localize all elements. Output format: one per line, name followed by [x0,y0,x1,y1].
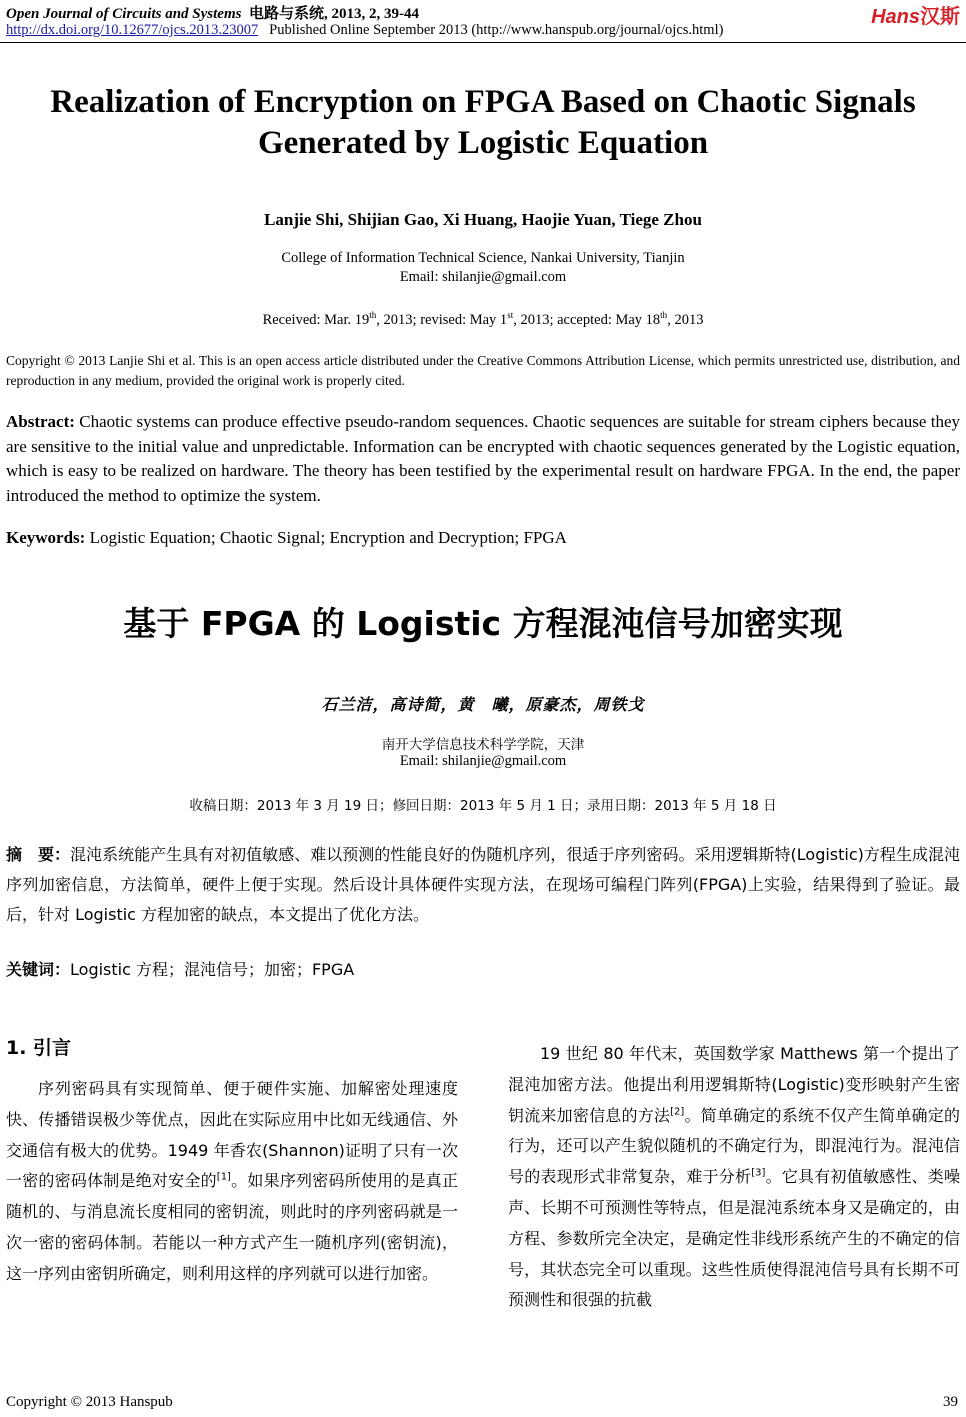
paragraph-text: 。它具有初值敏感性、类噪声、长期不可预测性等特点，但是混沌系统本身又是确定的，由方程、参数所完全决定，是确定性非线形系统产生的不确定的信号，其状态完全可以重现。这些性质使得混沌信号具有长期不可预测性和很强的抗截 [508,1167,960,1310]
keywords-cn [6,957,354,980]
paragraph [508,1039,960,1316]
keywords-cn-label: 关键词： [6,960,71,979]
copyright-notice: Copyright © 2013 Lanjie Shi et al. This is an open access article distributed under the Creative Commons Attribution License, which permits unrestricted use, distribution, and reproduction in any medium, provided the original work is properly cited. [6,353,960,388]
journal-name: Open Journal of Circuits and Systems [6,6,242,22]
abstract-en [6,410,960,508]
accepted-text: , 2013; accepted: May 18 [513,311,661,328]
abstract-label: Abstract: [6,412,75,431]
published-online: Published Online September 2013 (http://www.hanspub.org/journal/ojcs.html) [269,22,724,38]
title-en-line-2: Generated by Logistic Equation [257,125,709,161]
citation-ref[interactable]: [3] [751,1167,766,1179]
body-column-left [6,1074,458,1290]
doi-line [6,22,723,39]
journal-cn-info: 电路与系统, 2013, 2, 39-44 [248,6,419,22]
authors-cn: 石兰洁，高诗简，黄 曦，原豪杰，周铁戈 [321,695,645,714]
logo-latin: Hans [871,6,920,28]
logo-cn: 汉斯 [920,6,960,28]
paper-title-cn: 基于 FPGA 的 Logistic 方程混沌信号加密实现 [123,604,843,643]
paragraph-text: 序列密码具有实现简单、便于硬件实施、加解密处理速度快、传播错误极少等优点，因此在实际应用中比如无线通信、外交通信有极大的优势。1949 年香农(Shannon)证明了只有一次一密的密码体制是绝对安全的 [6,1079,458,1191]
paper-title-en [0,82,966,164]
paragraph-text: 。简单确定的系统不仅产生简单确定的行为，还可以产生貌似随机的不确定行为，即混沌行为。混沌信号的表现形式非常复杂，难于分析 [508,1105,960,1187]
journal-header [6,2,419,23]
affiliation-cn: 南开大学信息技术科学学院，天津 [381,737,585,753]
keywords-text: Logistic Equation; Chaotic Signal; Encryption and Decryption; FPGA [89,528,567,547]
keywords-cn-text: Logistic 方程；混沌信号；加密；FPGA [70,960,355,979]
paragraph-text: 19 世纪 80 年代末，英国数学家 Matthews 第一个提出了混沌加密方法。他提出利用逻辑斯特(Logistic)变形映射产生密钥流来加密信息的方法 [508,1044,960,1125]
keywords-label: Keywords: [6,528,86,547]
footer-copyright: Copyright © 2013 Hanspub [6,1394,173,1410]
revised-text: , 2013; revised: May 1 [376,311,508,328]
title-en-line-1: Realization of Encryption on FPGA Based on Chaotic Signals [50,84,916,120]
doi-link[interactable]: http://dx.doi.org/10.12677/ojcs.2013.23007 [6,22,259,38]
paragraph [6,1074,458,1290]
abstract-text: Chaotic systems can produce effective pseudo-random sequences. Chaotic sequences are suitable for stream ciphers because they are sensitive to the initial value and unpredictable. Information can be encrypted with chaotic sequences generated by the Logistic equation, which is easy to be realized on hardware. The theory has been testified by the experimental result on hardware FPGA. In the end, the paper introduced the method to optimize the system. [6,412,960,505]
accepted-year: , 2013 [667,311,704,328]
page-number: 39 [943,1394,958,1410]
abstract-cn-label: 摘 要： [6,845,71,864]
citation-ref[interactable]: [2] [670,1106,685,1118]
hanspub-logo [871,0,960,29]
section-heading-introduction: 1. 引言 [6,1037,72,1059]
email-en: Email: shilanjie@gmail.com [399,269,567,285]
email-cn: Email: shilanjie@gmail.com [399,753,567,769]
paragraph-text: 。如果序列密码所使用的是真正随机的、与消息流长度相同的密钥流，则此时的序列密码就是一次一密的密码体制。若能以一种方式产生一随机序列(密钥流)，这一序列由密钥所确定，则利用这样的序列就可以进行加密。 [6,1171,458,1283]
abstract-cn [6,840,960,930]
received-sup: th [369,310,377,320]
body-column-right [508,1039,960,1316]
abstract-cn-text: 混沌系统能产生具有对初值敏感、难以预测的性能良好的伪随机序列，很适于序列密码。采用逻辑斯特(Logistic)方程生成混沌序列加密信息，方法简单，硬件上便于实现。然后设计具体硬件实现方法，在现场可编程门阵列(FPGA)上实验，结果得到了验证。最后，针对 Logistic 方程加密的缺点，本文提出了优化方法。 [6,845,960,924]
keywords-en [6,528,567,548]
received-dates-cn: 收稿日期：2013 年 3 月 19 日；修回日期：2013 年 5 月 1 日；录用日期：2013 年 5 月 18 日 [189,798,777,814]
header-divider [0,42,966,43]
accepted-sup: th [660,310,668,320]
citation-ref[interactable]: [1] [216,1172,231,1184]
affiliation-en: College of Information Technical Science, Nankai University, Tianjin [281,250,685,266]
revised-sup: st [507,310,514,320]
authors-en: Lanjie Shi, Shijian Gao, Xi Huang, Haojie Yuan, Tiege Zhou [264,210,702,229]
received-text: Received: Mar. 19 [262,311,370,328]
received-dates [0,310,966,329]
